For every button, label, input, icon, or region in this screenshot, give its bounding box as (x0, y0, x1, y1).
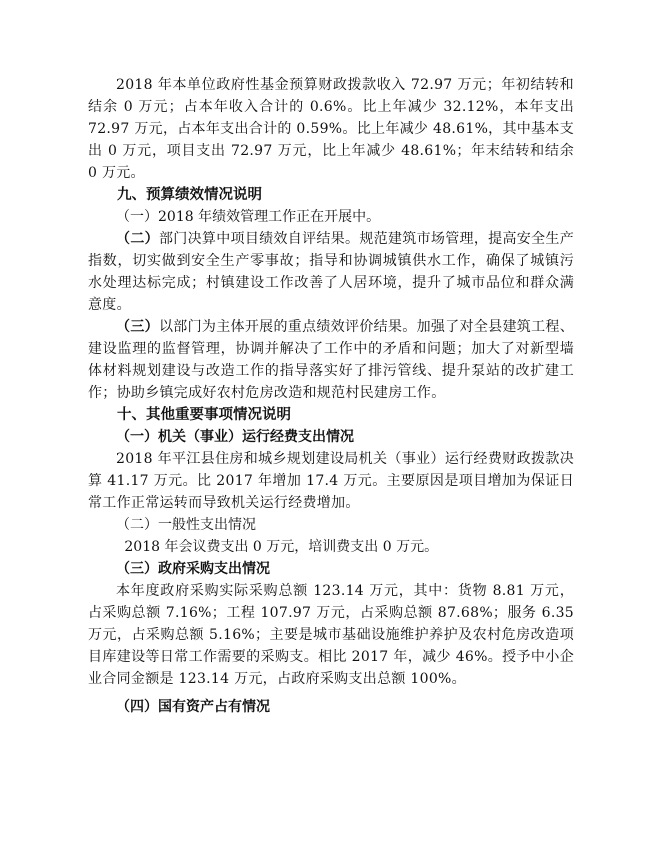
heading-section-9: 九、预算绩效情况说明 (117, 186, 262, 203)
document-page (88, 74, 574, 718)
subheading-10-1: （一）机关（事业）运行经费支出情况 (116, 429, 354, 445)
text-9-2: 部门决算中项目绩效自评结果。规范建筑市场管理，提高安全生产指数，切实做到安全生产零事故；指导和协调城镇供水工作，确保了城镇污水处理达标完成；村镇建设工作改善了人居环境，提升了城市品位和群众满意度。 (88, 231, 575, 313)
heading-section-10: 十、其他重要事项情况说明 (117, 406, 291, 423)
paragraph-9-2 (88, 228, 574, 316)
subheading-10-2: （二）一般性支出情况 (116, 517, 256, 533)
subheading-9-1: （一）2018 年绩效管理工作正在开展中。 (116, 209, 381, 225)
paragraph-10-3: 本年度政府采购实际采购总额 123.14 万元，其中：货物 8.81 万元，占采购总额 7.16%；工程 107.97 万元，占采购总额 87.68%；服务 6.35 万元，占采购总额 5.16%；主要是城市基础设施维护养护及农村危房改造项目库建设等日常工作需要的采购支。相比 2017 年，减少 46%。授予中小企业合同金额是 123.14 万元，占政府采购支出总额 100%。 (88, 583, 574, 687)
subheading-10-3: （三）政府采购支出情况 (116, 561, 270, 577)
paragraph-10-1: 2018 年平江县住房和城乡规划建设局机关（事业）运行经费财政拨款决算 41.17 万元。比 2017 年增加 17.4 万元。主要原因是项目增加为保证日常工作正常运转而导致机关运行经费增加。 (88, 451, 574, 511)
label-9-3: （三） (116, 319, 159, 335)
paragraph-fund-budget: 2018 年本单位政府性基金预算财政拨款收入 72.97 万元；年初结转和结余 0 万元；占本年收入合计的 0.6%。比上年减少 32.12%，本年支出 72.97 万元，占本年支出合计的 0.59%。比上年减少 48.61%，其中基本支出 0 万元，项目支出 72.97 万元，比上年减少 48.61%；年末结转和结余 0 万元。 (88, 77, 574, 181)
label-9-2: （二） (116, 231, 159, 247)
text-9-3: 以部门为主体开展的重点绩效评价结果。加强了对全县建筑工程、建设监理的监督管理，协调并解决了工作中的矛盾和问题；加大了对新型墙体材料规划建设与改造工作的指导落实好了排污管线、提升泵站的改扩建工作；协助乡镇完成好农村危房改造和规范村民建房工作。 (88, 319, 575, 401)
subheading-10-4: （四）国有资产占有情况 (116, 699, 270, 715)
paragraph-9-3 (88, 316, 574, 404)
paragraph-10-2: 2018 年会议费支出 0 万元，培训费支出 0 万元。 (124, 539, 439, 555)
